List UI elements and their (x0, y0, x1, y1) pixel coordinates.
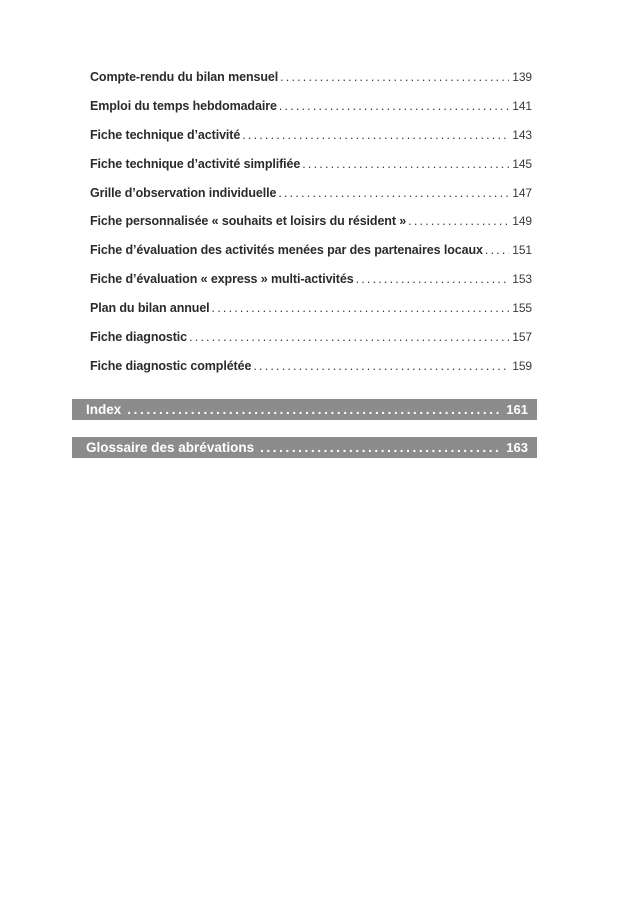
dot-leader (408, 214, 509, 228)
toc-entry-fiche-diagnostic[interactable] (90, 330, 532, 359)
toc-entry-title: Fiche d’évaluation « express » multi-activités (90, 272, 354, 287)
toc-entry-fiche-personnalisee[interactable] (90, 214, 532, 243)
section-page-number: 163 (506, 440, 528, 455)
toc-entry-title: Compte-rendu du bilan mensuel (90, 70, 279, 84)
section-glossaire[interactable] (72, 437, 537, 458)
dot-leader (356, 272, 510, 286)
dot-leader (253, 359, 509, 373)
toc-entry-grille-observation[interactable] (90, 186, 532, 215)
toc-entry-title: Emploi du temps hebdomadaire (90, 98, 277, 113)
toc-entry-title: Fiche diagnostic (90, 330, 188, 345)
dot-leader (212, 301, 510, 315)
toc-entry-title: Fiche diagnostic complétée (90, 358, 252, 373)
toc-entry-fiche-technique[interactable] (90, 128, 532, 157)
toc-entry-title: Plan du bilan annuel (90, 301, 210, 316)
section-title: Glossaire des abrévations (86, 440, 255, 455)
table-of-contents (90, 70, 532, 388)
toc-entry-plan-bilan-annuel[interactable] (90, 301, 532, 330)
toc-entry-page-number: 159 (512, 358, 532, 373)
toc-entry-emploi-du-temps[interactable] (90, 99, 532, 128)
dot-leader (485, 243, 509, 257)
toc-entry-fiche-technique-simplifiee[interactable] (90, 157, 532, 186)
toc-entry-page-number: 151 (512, 243, 532, 258)
section-index[interactable] (72, 399, 537, 420)
toc-entry-page-number: 157 (512, 330, 532, 345)
dot-leader (278, 186, 509, 200)
toc-entry-title: Fiche technique d’activité simplifiée (90, 156, 301, 171)
dot-leader (279, 99, 509, 113)
section-page-number: 161 (506, 402, 528, 417)
toc-entry-fiche-diagnostic-completee[interactable] (90, 359, 532, 388)
toc-entry-page-number: 149 (512, 214, 532, 229)
toc-entry-compte-rendu-bilan-mensuel[interactable] (90, 70, 532, 99)
toc-entry-page-number: 143 (512, 127, 532, 142)
toc-entry-title: Fiche d’évaluation des activités menées par des partenaires locaux (90, 243, 483, 258)
toc-entry-page-number: 145 (512, 156, 532, 171)
toc-entry-page-number: 141 (512, 98, 532, 113)
dot-leader (302, 157, 509, 171)
toc-entry-page-number: 153 (512, 272, 532, 287)
dot-leader (280, 70, 509, 84)
section-title: Index (86, 402, 122, 417)
dot-leader (260, 440, 502, 455)
dot-leader (242, 128, 509, 142)
toc-entry-fiche-evaluation-partenaires[interactable] (90, 243, 532, 272)
toc-entry-page-number: 155 (512, 301, 532, 316)
toc-entry-title: Fiche personnalisée « souhaits et loisirs du résident » (90, 214, 407, 229)
toc-entry-fiche-evaluation-express[interactable] (90, 272, 532, 301)
toc-entry-page-number: 139 (512, 70, 532, 84)
toc-entry-title: Fiche technique d’activité (90, 127, 241, 142)
toc-entry-title: Grille d’observation individuelle (90, 185, 277, 200)
toc-entry-page-number: 147 (512, 185, 532, 200)
dot-leader (127, 402, 502, 417)
dot-leader (189, 330, 509, 344)
